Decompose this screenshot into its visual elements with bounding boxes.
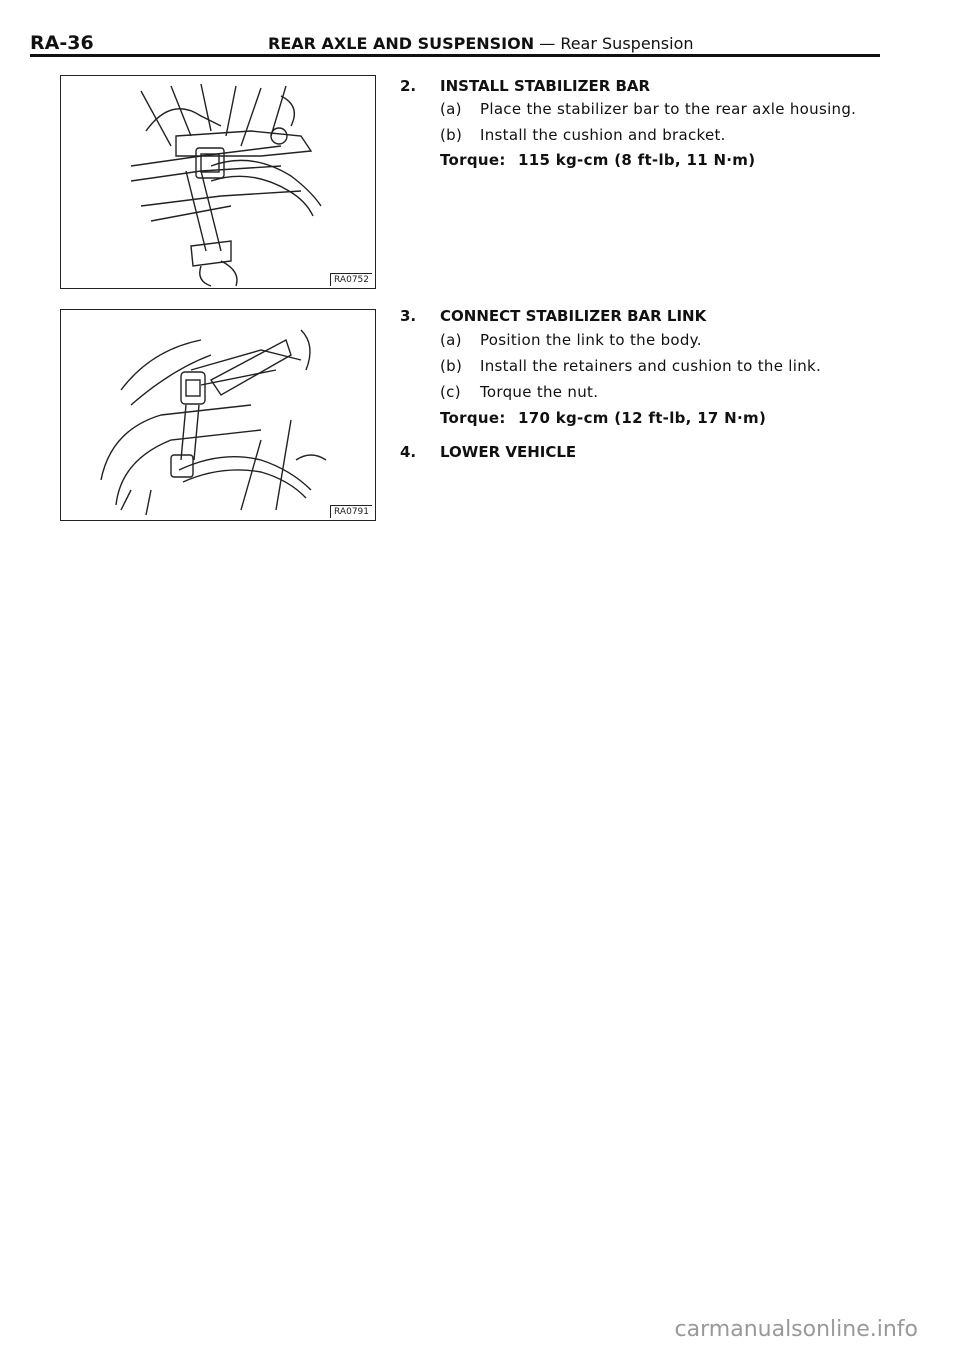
page-code: RA-36	[30, 32, 94, 54]
step-heading: CONNECT STABILIZER BAR LINK	[440, 307, 707, 325]
site-watermark: carmanualsonline.info	[674, 1317, 918, 1342]
header-rule	[30, 54, 880, 57]
item-label: (b)	[440, 357, 463, 375]
step-item	[440, 357, 821, 375]
stabilizer-link-connect-illustration	[61, 310, 375, 520]
item-text: Torque the nut.	[480, 383, 599, 401]
item-label: (c)	[440, 383, 461, 401]
page-title	[268, 34, 694, 53]
torque-value: 115 kg-cm (8 ft-lb, 11 N·m)	[518, 151, 756, 169]
figure-code: RA0752	[330, 273, 372, 286]
figure-code: RA0791	[330, 505, 372, 518]
torque-value: 170 kg-cm (12 ft-lb, 17 N·m)	[518, 409, 767, 427]
step-item	[440, 331, 702, 349]
item-label: (b)	[440, 126, 463, 144]
step-number: 4.	[400, 443, 417, 461]
item-text: Position the link to the body.	[480, 331, 702, 349]
step-heading: LOWER VEHICLE	[440, 443, 577, 461]
title-separator: —	[539, 34, 556, 53]
figure-stabilizer-bar-install	[60, 75, 376, 289]
step-item	[440, 100, 856, 118]
step-item	[440, 126, 726, 144]
item-text: Install the cushion and bracket.	[480, 126, 726, 144]
section-title: REAR AXLE AND SUSPENSION	[268, 34, 535, 53]
torque-spec	[440, 409, 766, 427]
item-label: (a)	[440, 331, 462, 349]
step-number: 3.	[400, 307, 417, 325]
torque-label: Torque:	[440, 151, 506, 169]
step-number: 2.	[400, 77, 417, 95]
step-heading: INSTALL STABILIZER BAR	[440, 77, 651, 95]
stabilizer-bar-install-illustration	[61, 76, 375, 288]
item-label: (a)	[440, 100, 462, 118]
step-item	[440, 383, 598, 401]
figure-stabilizer-link-connect	[60, 309, 376, 521]
torque-label: Torque:	[440, 409, 506, 427]
item-text: Place the stabilizer bar to the rear axle housing.	[480, 100, 857, 118]
item-text: Install the retainers and cushion to the link.	[480, 357, 822, 375]
torque-spec	[440, 151, 755, 169]
subsection-title: Rear Suspension	[560, 34, 694, 53]
